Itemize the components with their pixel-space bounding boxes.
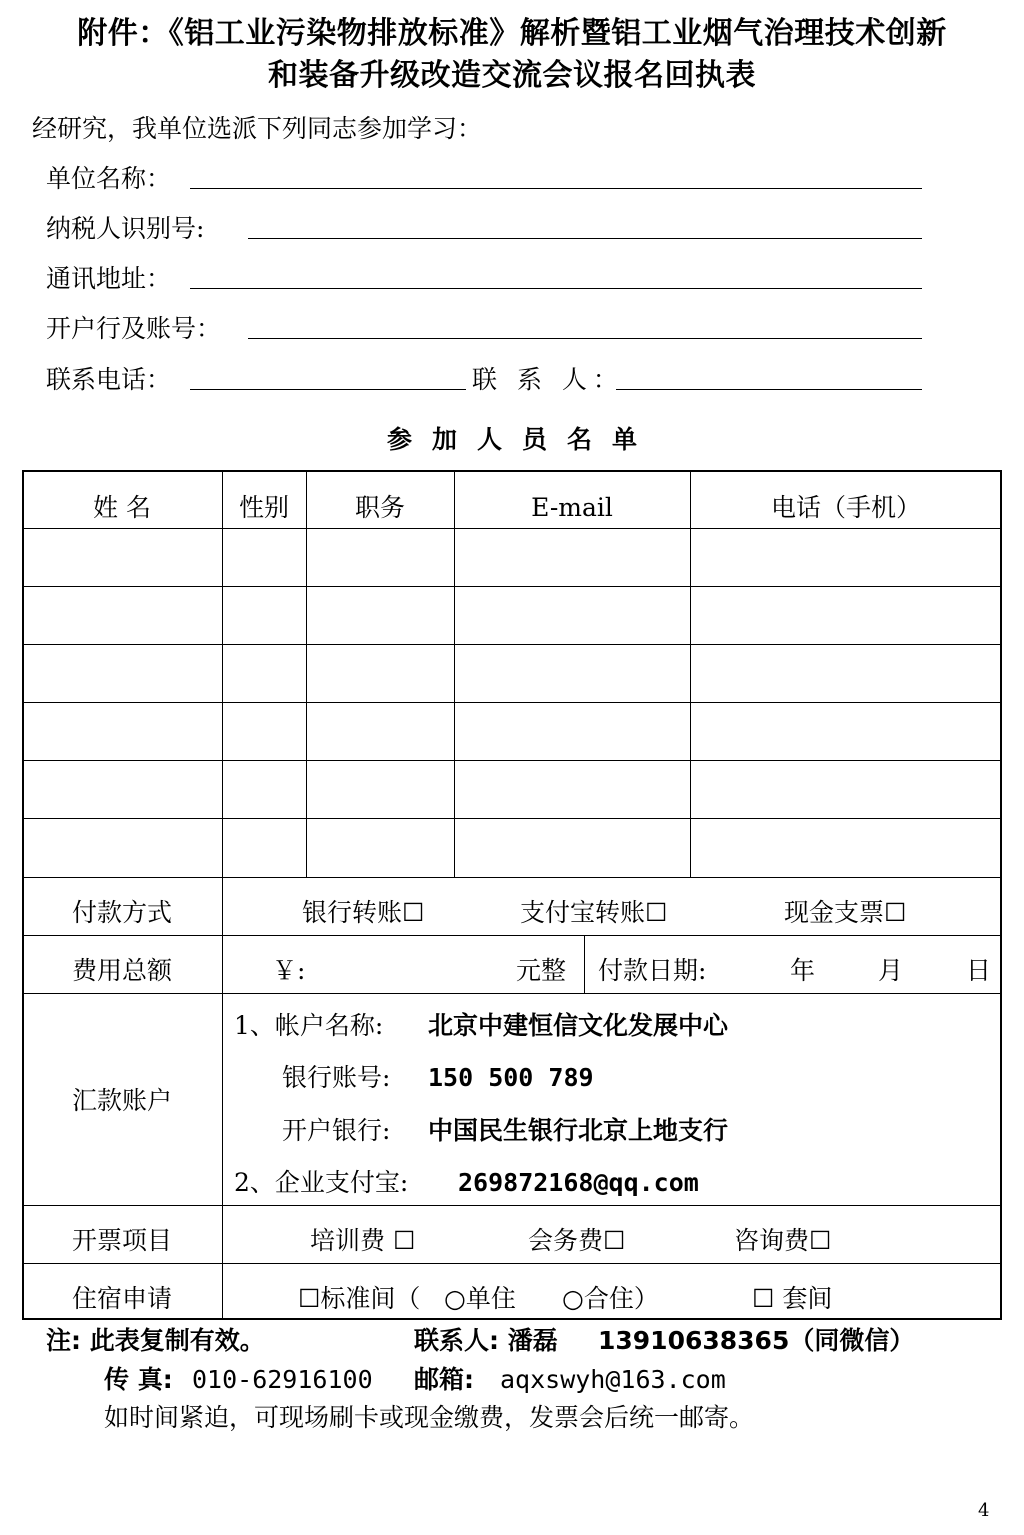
note-fax-value: 010-62916100 [192,1365,373,1394]
bank-account-field[interactable] [248,338,922,339]
day-label: 日 [966,956,992,985]
remit-account-label: 汇款账户 [71,1086,172,1115]
table-rule [22,528,1002,529]
col-name-header: 姓 名 [93,493,151,522]
bank-transfer-checkbox[interactable]: 银行转账☐ [302,898,425,927]
table-rule [222,470,223,1320]
table-rule [22,1263,1002,1264]
month-label: 月 [878,956,904,985]
bank-account-label: 开户行及账号： [46,314,222,343]
table-rule [22,877,1002,878]
table-rule [22,935,1002,936]
total-fee-label: 费用总额 [71,956,172,985]
unit-name-field[interactable] [190,188,922,189]
note-email-label: 邮箱: [414,1365,474,1394]
alipay-checkbox[interactable]: 支付宝转账☐ [520,898,668,927]
conference-fee-checkbox[interactable]: 会务费☐ [528,1226,626,1255]
suite-checkbox[interactable]: ☐ 套间 [752,1284,833,1313]
phone-label: 联系电话： [46,365,172,394]
shared-occupancy-radio[interactable]: ○合住） [562,1284,659,1313]
note-copy-valid: 注: 此表复制有效。 [46,1326,265,1355]
contact-field[interactable] [616,389,922,390]
table-rule [22,644,1002,645]
note-contact-label: 联系人: 潘磊 [414,1326,558,1355]
col-email-header: E-mail [531,493,613,522]
payment-method-label: 付款方式 [71,898,172,927]
year-label: 年 [790,956,816,985]
table-rule [690,470,691,877]
col-position-header: 职务 [354,493,405,522]
bank-number-label: 银行账号: [282,1063,391,1092]
opening-bank-value: 中国民生银行北京上地支行 [428,1116,729,1145]
cash-check-checkbox[interactable]: 现金支票☐ [784,898,907,927]
col-gender-header: 性别 [238,493,289,522]
standard-room-checkbox[interactable]: ☐标准间（ [298,1284,421,1313]
consulting-fee-checkbox[interactable]: 咨询费☐ [734,1226,832,1255]
opening-bank-label: 开户银行: [282,1116,391,1145]
phone-field[interactable] [190,389,466,390]
currency-symbol: ￥: [272,956,306,985]
table-rule [22,702,1002,703]
table-rule [584,935,585,993]
note-email-value[interactable]: aqxswyh@163.com [500,1365,726,1394]
yuan-label: 元整 [516,956,567,985]
table-rule [22,993,1002,994]
participants-heading: 参加人员名单 [386,425,657,454]
address-field[interactable] [190,288,922,289]
lodging-request-label: 住宿申请 [71,1284,172,1313]
document-title-line1: 附件：《铝工业污染物排放标准》解析暨铝工业烟气治理技术创新 [77,16,947,51]
col-phone-header: 电话（手机） [770,493,921,522]
tax-id-label: 纳税人识别号: [46,214,205,243]
intro-text: 经研究，我单位选派下列同志参加学习： [32,114,483,143]
table-rule [22,1205,1002,1206]
table-rule [22,586,1002,587]
note-payment-info: 如时间紧迫，可现场刷卡或现金缴费，发票会后统一邮寄。 [104,1403,755,1432]
page-number: 4 [978,1500,990,1521]
single-occupancy-radio[interactable]: ○单住 [444,1284,516,1313]
note-contact-value: 13910638365（同微信） [598,1326,915,1355]
note-fax-label: 传 真: [104,1365,173,1394]
account-name-value: 北京中建恒信文化发展中心 [428,1011,729,1040]
invoice-item-label: 开票项目 [71,1226,172,1255]
alipay-account-label: 2、企业支付宝: [234,1168,409,1197]
bank-number-value: 150 500 789 [428,1063,594,1092]
document-title-line2: 和装备升级改造交流会议报名回执表 [268,58,756,93]
address-label: 通讯地址： [46,264,172,293]
unit-name-label: 单位名称： [46,164,172,193]
alipay-account-value: 269872168@qq.com [458,1168,699,1197]
table-rule [306,470,307,877]
account-name-label: 1、帐户名称: [234,1011,384,1040]
table-rule [22,818,1002,819]
table-rule [22,760,1002,761]
training-fee-checkbox[interactable]: 培训费 ☐ [310,1226,416,1255]
tax-id-field[interactable] [248,238,922,239]
contact-label: 联 系 人： [472,365,624,394]
payment-date-label: 付款日期: [598,956,707,985]
table-rule [454,470,455,877]
